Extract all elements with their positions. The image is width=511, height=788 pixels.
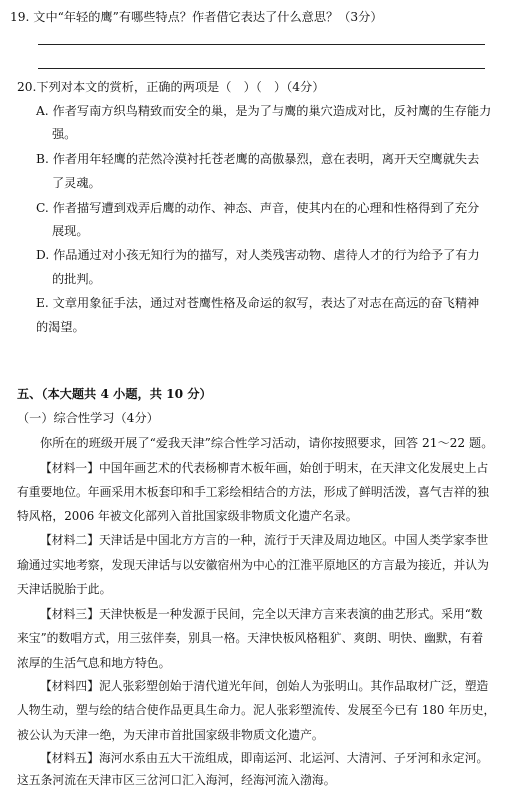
- option-e-line1: E. 文章用象征手法，通过对苍鹰性格及命运的叙写，表达了对志在高远的奋飞精神: [36, 296, 480, 310]
- question-20-stem: 20.下列对本文的赏析，正确的两项是（ ）（ ）（4分）: [17, 80, 325, 94]
- material-1-line3: 特风格，2006 年被文化部列入首批国家级非物质文化遗产名录。: [17, 509, 358, 523]
- material-4-line2: 人物生动，塑与绘的结合使作品更具生命力。泥人张彩塑流传、发展至今已有 180 年历史，: [17, 703, 496, 717]
- material-1-line2: 有重要地位。年画采用木板套印和手工彩绘相结合的方法，形成了鲜明活泼，喜气吉祥的独: [17, 485, 489, 499]
- material-3-line2: 来宝”的数唱方式，用三弦伴奏，别具一格。天津快板风格粗犷、爽朗、明快、幽默，有着: [17, 631, 484, 645]
- section-5-heading: 五、（本大题共 4 小题，共 10 分）: [17, 387, 212, 401]
- answer-line-2: [38, 68, 485, 69]
- option-d-line1: D. 作品通过对小孩无知行为的描写，对人类残害动物、虐待人才的行为给予了有力: [36, 248, 480, 262]
- material-5-line2: 这五条河流在天津市区三岔河口汇入海河，经海河流入渤海。: [17, 773, 336, 787]
- option-c-line1: C. 作者描写遭到戏弄后鹰的动作、神态、声音，使其内在的心理和性格得到了充分: [36, 201, 480, 215]
- option-d-line2: 的批判。: [52, 272, 101, 286]
- section-5-sub: （一）综合性学习（4分）: [17, 411, 159, 425]
- material-2-line2: 瑜通过实地考察，发现天津话与以安徽宿州为中心的江淮平原地区的方言最为接近，并认为: [17, 558, 489, 572]
- material-1-line1: 【材料一】中国年画艺术的代表杨柳青木板年画，始创于明末，在天津文化发展史上占: [40, 461, 489, 475]
- section-5-intro: 你所在的班级开展了“爱我天津”综合性学习活动，请你按照要求，回答 21～22 题。: [40, 436, 494, 450]
- material-2-line3: 天津话脱胎于此。: [17, 582, 112, 596]
- answer-line-1: [38, 44, 485, 45]
- material-5-line1: 【材料五】海河水系由五大干流组成，即南运河、北运河、大清河、子牙河和永定河。: [40, 751, 489, 765]
- material-3-line3: 浓厚的生活气息和地方特色。: [17, 656, 171, 670]
- option-a-line2: 强。: [52, 127, 77, 141]
- option-c-line2: 展现。: [52, 224, 89, 238]
- material-3-line1: 【材料三】天津快板是一种发源于民间，完全以天津方言来表演的曲艺形式。采用“数: [40, 607, 483, 621]
- material-4-line3: 被公认为天津一绝，为天津市首批国家级非物质文化遗产。: [17, 728, 324, 742]
- question-19: 19. 文中“年轻的鹰”有哪些特点？作者借它表达了什么意思？（3分）: [10, 10, 383, 24]
- option-e-line2: 的渴望。: [36, 320, 85, 334]
- material-4-line1: 【材料四】泥人张彩塑创始于清代道光年间，创始人为张明山。其作品取材广泛，塑造: [40, 679, 489, 693]
- option-a-line1: A. 作者写南方织鸟精致而安全的巢，是为了与鹰的巢穴造成对比，反衬鹰的生存能力: [36, 104, 492, 118]
- material-2-line1: 【材料二】天津话是中国北方方言的一种，流行于天津及周边地区。中国人类学家李世: [40, 533, 489, 547]
- option-b-line2: 了灵魂。: [52, 176, 101, 190]
- option-b-line1: B. 作者用年轻鹰的茫然冷漠衬托苍老鹰的高傲暴烈，意在表明，离开天空鹰就失去: [36, 152, 480, 166]
